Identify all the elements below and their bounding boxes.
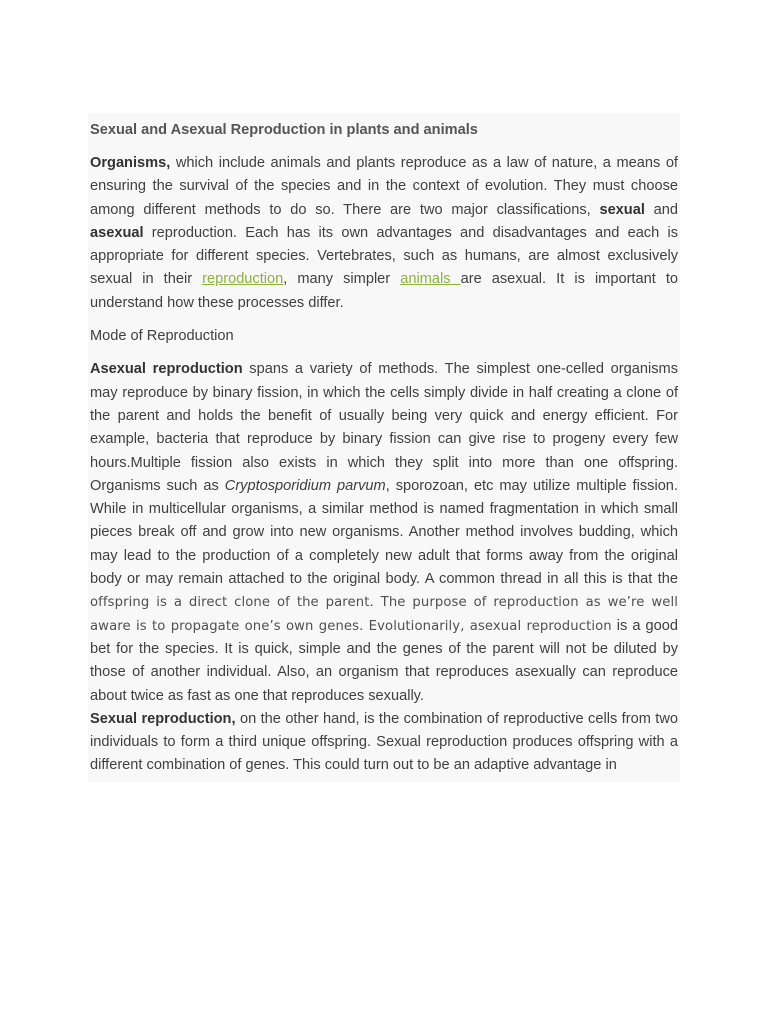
asexual-bold: asexual: [90, 224, 144, 241]
asexual-alt-font-text: offspring is a direct clone of the parent. The purpose of reproduction as we’re well aware is to propagate one’s own genes. Evolutionarily, asexual reproduction: [90, 595, 678, 634]
sexual-text-1: on the other hand, is the combination of reproductive cells from two individuals to form a third unique offspring. Sexual reproduction produces offspring with a different combination of genes. This could turn out to be an adaptive advantage in: [90, 710, 678, 774]
intro-paragraph: [90, 152, 678, 315]
sexual-paragraph: [90, 708, 678, 778]
asexual-text-2: , sporozoan, etc may utilize multiple fission. While in multicellular organisms, a similar method is named fragmentation in which small pieces break off and grow into new organisms. Another method involves budding, which may lead to the production of a completely new adult that forms away from the original body or may remain attached to the original body. A common thread in all this is that the: [90, 477, 678, 588]
asexual-paragraph: [90, 358, 678, 707]
intro-text-1: which include animals and plants reproduce as a law of nature, a means of ensuring the survival of the species and in the context of evolution. They must choose among different methods to do so. There are two major classifications,: [90, 155, 678, 218]
intro-text-4: , many simpler: [283, 271, 401, 288]
asexual-text-1: spans a variety of methods. The simplest one-celled organisms may reproduce by binary fission, in which the cells simply divide in half creating a clone of the parent and holds the benefit of usually being very quick and energy efficient. For example, bacteria that reproduce by binary fission can give rise to progeny every few hours.Multiple fission also exists in which they split into more than one offspring. Organisms such as: [90, 361, 678, 494]
asexual-text-3: is a good bet for the species. It is quick, simple and the genes of the parent will not be diluted by those of another individual. Also, an organism that reproduces asexually can reproduce about twice as fast as one that reproduces sexually.: [90, 617, 678, 704]
intro-text-2: and: [644, 201, 678, 218]
reproduction-link[interactable]: reproduction: [202, 271, 284, 288]
animals-link[interactable]: animals: [400, 271, 461, 288]
mode-of-reproduction-heading: Mode of Reproduction: [90, 328, 234, 345]
intro-text-3: reproduction. Each has its own advantages and disadvantages and each is appropriate for different species. Vertebrates, such as humans, are almost exclusively sexual in their: [90, 224, 678, 288]
intro-text-5: are asexual. It is important to understand how these processes differ.: [90, 271, 679, 311]
document-body: [88, 113, 680, 782]
organisms-bold: Organisms,: [90, 155, 171, 171]
document-title: Sexual and Asexual Reproduction in plants and animals: [90, 122, 478, 138]
asexual-reproduction-bold: Asexual reproduction: [90, 361, 243, 378]
sexual-bold: sexual: [599, 201, 645, 218]
cryptosporidium-italic: Cryptosporidium parvum: [224, 477, 386, 494]
sexual-reproduction-bold: Sexual reproduction,: [90, 710, 236, 727]
